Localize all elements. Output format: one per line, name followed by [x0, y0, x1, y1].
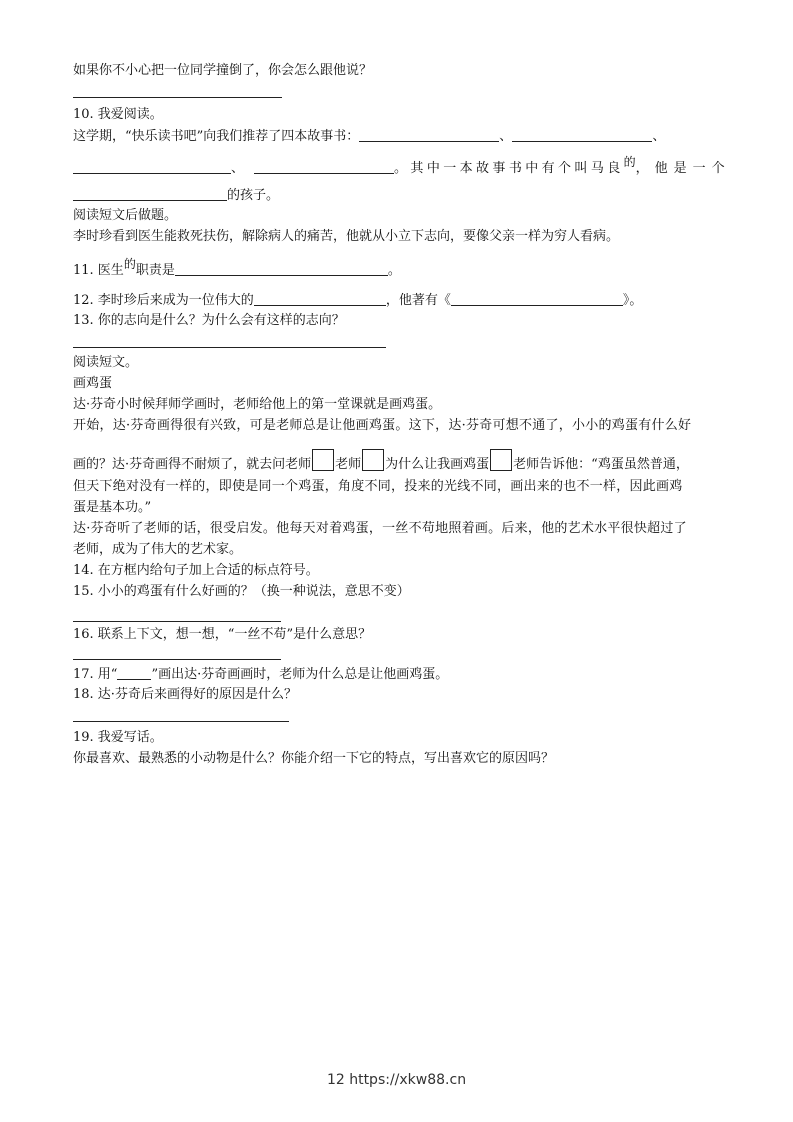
question-text: 17. 用“: [73, 667, 118, 682]
answer-line: [73, 721, 289, 722]
passage-text: 老师告诉他：“鸡蛋虽然普通，: [513, 457, 689, 472]
question-10-line1: [73, 127, 665, 146]
passage-text: 为什么让我画鸡蛋: [385, 457, 490, 472]
question-10-text: 。其中一本故事书中有个叫马良: [394, 161, 624, 176]
question-17: [73, 665, 448, 684]
question-9-prompt: 如果你不小心把一位同学撞倒了，你会怎么跟他说？: [73, 63, 373, 78]
question-10-text: 的孩子。: [227, 188, 280, 203]
passage-text: 老师: [335, 457, 362, 472]
question-10-title: 10. 我爱阅读。: [73, 107, 163, 122]
separator: 、: [499, 129, 513, 144]
fill-blank: [254, 291, 386, 306]
fill-blank: [73, 186, 227, 201]
passage-paragraph: 达·芬奇小时候拜师学画时，老师给他上的第一堂课就是画鸡蛋。: [73, 397, 442, 412]
passage-paragraph: 老师，成为了伟大的艺术家。: [73, 542, 243, 557]
question-16: 16. 联系上下文，想一想，“一丝不苟”是什么意思？: [73, 627, 372, 642]
question-11: [73, 257, 401, 280]
passage-text: 画的？达·芬奇画得不耐烦了，就去问老师: [73, 457, 312, 472]
punctuation-box[interactable]: [362, 449, 384, 471]
fill-blank: [73, 159, 231, 174]
superscript-char: 的: [123, 257, 136, 271]
question-12: [73, 291, 642, 310]
question-10-text: 这学期，“快乐读书吧”向我们推荐了四本故事书：: [73, 129, 360, 144]
answer-line: [73, 97, 282, 98]
passage-title: 画鸡蛋: [73, 376, 113, 391]
separator: 、: [231, 161, 245, 176]
passage-paragraph: 蛋是基本功。”: [73, 500, 152, 515]
question-text: 。: [387, 263, 401, 278]
underline-sample: [117, 665, 151, 680]
question-19-text: 你最喜欢、最熟悉的小动物是什么？你能介绍一下它的特点，写出喜欢它的原因吗？: [73, 751, 555, 766]
passage-paragraph: 达·芬奇听了老师的话，很受启发。他每天对着鸡蛋，一丝不苟地照着画。后来，他的艺术水平很快超过了: [73, 521, 687, 536]
fill-blank: [359, 127, 499, 142]
fill-blank: [512, 127, 652, 142]
passage-instruction: 阅读短文后做题。: [73, 208, 178, 223]
superscript-char: 的: [623, 155, 636, 169]
question-text: ，他著有《: [385, 293, 451, 308]
answer-line: [73, 347, 386, 348]
question-text: 12. 李时珍后来成为一位伟大的: [73, 293, 254, 308]
passage-text: 李时珍看到医生能救死扶伤，解除病人的痛苦，他就从小立下志向，要像父亲一样为穷人看病。: [73, 229, 620, 244]
question-text: 职责是: [135, 263, 175, 278]
fill-blank: [451, 291, 623, 306]
question-10-line3: [73, 186, 279, 205]
passage-paragraph: 开始，达·芬奇画得很有兴致，可是老师总是让他画鸡蛋。这下，达·芬奇可想不通了，小小的鸡蛋有什么好: [73, 418, 692, 433]
question-13: 13. 你的志向是什么？为什么会有这样的志向？: [73, 313, 345, 328]
question-18: 18. 达·芬奇后来画得好的原因是什么？: [73, 687, 297, 702]
answer-line: [73, 621, 281, 622]
page-footer: 12 https://xkw88.cn: [326, 1072, 467, 1088]
question-14: 14. 在方框内给句子加上合适的标点符号。: [73, 563, 319, 578]
punctuation-box[interactable]: [490, 449, 512, 471]
question-19-title: 19. 我爱写话。: [73, 730, 163, 745]
punctuation-box[interactable]: [312, 449, 334, 471]
fill-blank: [254, 159, 394, 174]
fill-blank: [175, 261, 388, 276]
question-10-text: ，他是一个: [635, 161, 731, 176]
question-text: ”画出达·芬奇画画时，老师为什么总是让他画鸡蛋。: [151, 667, 449, 682]
question-text: 》。: [622, 293, 643, 308]
passage-paragraph-with-boxes: [73, 449, 689, 474]
passage-instruction: 阅读短文。: [73, 355, 139, 370]
question-text: 11. 医生: [73, 263, 124, 278]
answer-line: [73, 659, 281, 660]
question-15: 15. 小小的鸡蛋有什么好画的？（换一种说法，意思不变）: [73, 584, 410, 599]
passage-paragraph: 但天下绝对没有一样的，即使是同一个鸡蛋，角度不同，投来的光线不同，画出来的也不一样，因此画鸡: [73, 479, 683, 494]
question-10-line2: [73, 155, 731, 178]
separator: 、: [652, 129, 666, 144]
